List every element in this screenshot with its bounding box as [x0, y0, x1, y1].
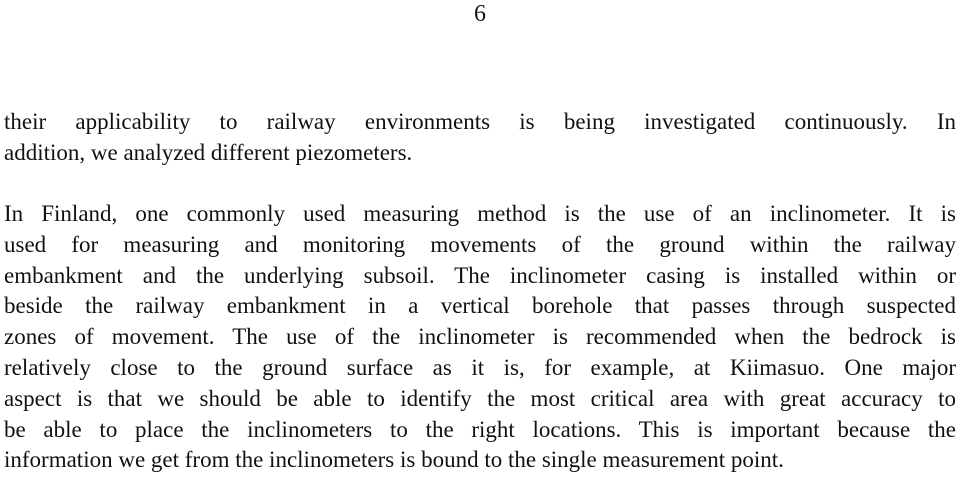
paragraph-applicability: [4, 107, 956, 169]
page-number: 6: [474, 1, 486, 27]
text-line: beside the railway embankment in a vertical borehole that passes through suspected: [4, 293, 956, 319]
text-line: In Finland, one commonly used measuring method is the use of an inclinometer. It is: [4, 201, 956, 226]
text-line: embankment and the underlying subsoil. The inclinometer casing is installed within or: [4, 262, 956, 288]
text-line: their applicability to railway environments is being investigated continuously. In: [4, 109, 956, 134]
paragraph-inclinometer: [4, 199, 956, 476]
text-line: information we get from the inclinometers is bound to the single measurement point.: [4, 447, 784, 473]
text-line: be able to place the inclinometers to the right locations. This is important because the: [4, 416, 956, 442]
text-line: used for measuring and monitoring movements of the ground within the railway: [4, 231, 956, 257]
text-line: aspect is that we should be able to identify the most critical area with great accuracy to: [4, 385, 956, 411]
text-line: addition, we analyzed different piezometers.: [4, 139, 413, 165]
text-line: zones of movement. The use of the inclinometer is recommended when the bedrock is: [4, 324, 956, 350]
text-line: relatively close to the ground surface as it is, for example, at Kiimasuo. One major: [4, 354, 956, 380]
